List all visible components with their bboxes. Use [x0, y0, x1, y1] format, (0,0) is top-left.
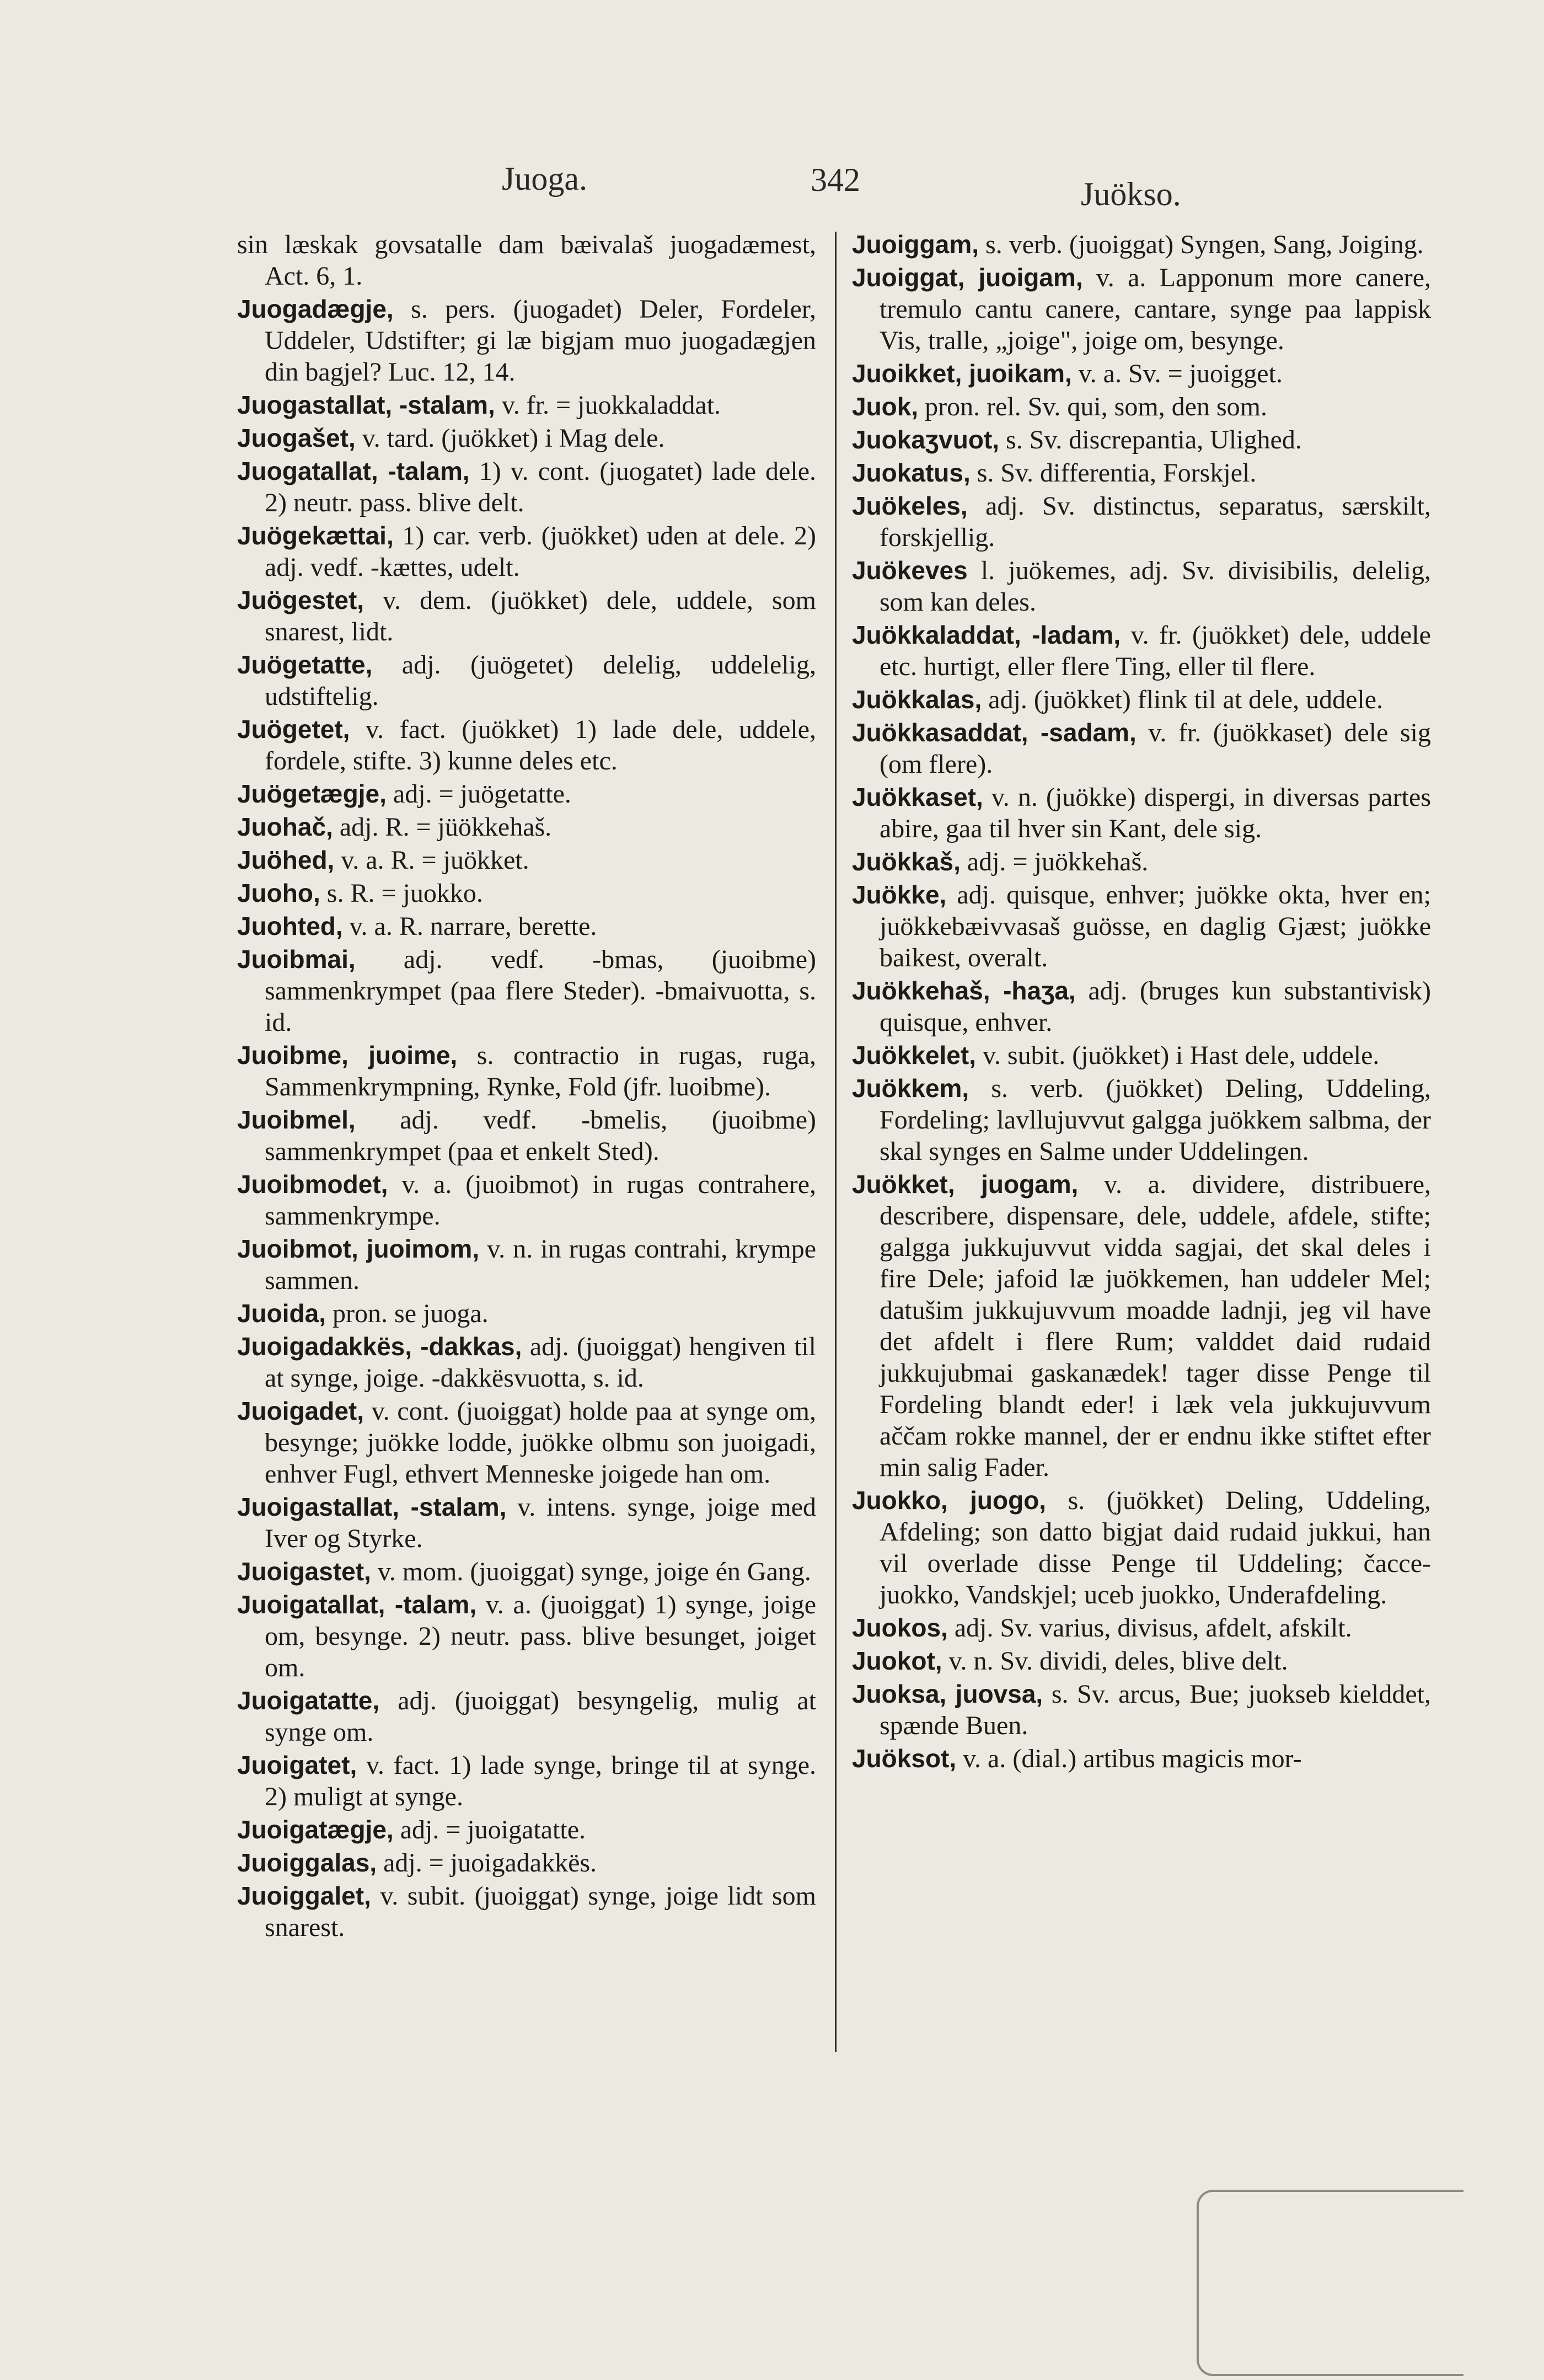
dictionary-entry: [237, 778, 816, 810]
entry-definition: s. Sv. differentia, Forskjel.: [970, 458, 1257, 488]
dictionary-entry: [237, 293, 816, 388]
entry-definition: adj. (juoiggat) besyngelig, mulig at synge om.: [265, 1686, 816, 1747]
dictionary-entry: [237, 844, 816, 876]
entry-definition: s. pers. (juogadet) Deler, Fordeler, Uddeler, Udstifter; gi læ bigjam muo juogadægjen din bagjel? Luc. 12, 14.: [265, 295, 816, 387]
dictionary-entry: [852, 229, 1431, 260]
headword: Juoiggat, juoigam,: [852, 263, 1083, 292]
entry-definition: pron. se juoga.: [326, 1299, 489, 1328]
dictionary-entry: [237, 1298, 816, 1329]
dictionary-entry: [852, 1169, 1431, 1483]
dictionary-entry: [237, 520, 816, 583]
entry-definition: s. contractio in rugas, ruga, Sammenkrympning, Rynke, Fold (jfr. luoibme).: [265, 1041, 816, 1101]
headword: Juoigadakkës, -dakkas,: [237, 1332, 522, 1361]
headword: Juoiggalet,: [237, 1881, 371, 1910]
headword: Juoibmel,: [237, 1105, 356, 1134]
dictionary-entry: [852, 490, 1431, 553]
dictionary-entry: [237, 1491, 816, 1554]
entry-definition: v. tard. (juökket) i Mag dele.: [355, 424, 665, 453]
dictionary-entry: [852, 782, 1431, 844]
entry-definition: s. Sv. discrepantia, Ulighed.: [999, 425, 1302, 454]
dictionary-entry: [237, 1169, 816, 1232]
headword: Juökke,: [852, 880, 947, 909]
entry-definition: v. dem. (juökket) dele, uddele, som snarest, lidt.: [265, 586, 816, 646]
entry-definition: adj. = juoigatatte.: [393, 1815, 586, 1844]
entry-definition: adj. = juökkehaš.: [960, 847, 1149, 876]
dictionary-entry: [852, 262, 1431, 356]
entry-definition: v. n. in rugas contrahi, krympe sammen.: [265, 1234, 817, 1295]
headword: Juohted,: [237, 912, 343, 940]
dictionary-entry: [852, 975, 1431, 1038]
entry-definition: v. a. R. = juökket.: [334, 846, 529, 875]
dictionary-entry: [237, 1589, 816, 1683]
dictionary-entry: [852, 424, 1431, 456]
headword: Juogastallat, -stalam,: [237, 391, 495, 419]
dictionary-entry: [852, 846, 1431, 878]
entry-definition: sin læskak govsatalle dam bæivalaš juogadæmest, Act. 6, 1.: [237, 230, 816, 291]
entry-definition: v. fact. (juökket) 1) lade dele, uddele, fordele, stifte. 3) kunne deles etc.: [265, 715, 816, 775]
headword: Juoigadet,: [237, 1397, 364, 1425]
entry-definition: v. a. R. narrare, berette.: [342, 912, 597, 941]
entry-definition: 1) car. verb. (juökket) uden at dele. 2) adj. vedf. -kættes, udelt.: [265, 521, 816, 582]
page-edge-bracket: [1197, 2190, 1463, 2376]
headword: Juoiggalas,: [237, 1848, 377, 1877]
dictionary-entry: [237, 1556, 816, 1587]
dictionary-entry: [237, 1685, 816, 1748]
headword: Juoigatet,: [237, 1751, 357, 1779]
dictionary-entry: [852, 1040, 1431, 1071]
running-head-left: Juoga.: [502, 161, 587, 197]
headword: Juögekættai,: [237, 521, 394, 550]
headword: Juökkasaddat, -sadam,: [852, 718, 1136, 747]
entry-definition: v. a. dividere, distribuere, describere, dispensare, dele, uddele, afdele, stifte; galgga jukkujuvvut vidda sagjai, det skal deles i fire Dele; jafoid læ juökkemen, han uddeler Mel; datušim jukkujuvvum moadde ladnji, jeg vil have det afdelt i flere Rum; valddet daid rudaid jukkujubmai gaskanædek! tager disse Penge til Fordeling blandt eder! i læk vela jukkujuvvum aččam rokke mannel, der er endnu ikke stiftet efter min salig Fader.: [880, 1170, 1432, 1482]
entry-definition: v. intens. synge, joige med Iver og Styrke.: [265, 1493, 816, 1553]
entry-definition: v. fact. 1) lade synge, bringe til at synge. 2) muligt at synge.: [265, 1751, 816, 1811]
headword: Juogatallat, -talam,: [237, 457, 470, 485]
entry-definition: adj. Sv. varius, divisus, afdelt, afskilt.: [947, 1613, 1352, 1643]
headword: Juoksa, juovsa,: [852, 1680, 1043, 1708]
running-head-right: Juökso.: [1081, 176, 1181, 212]
entry-definition: adj. Sv. distinctus, separatus, særskilt, forskjellig.: [880, 491, 1431, 552]
entry-definition: v. cont. (juoiggat) holde paa at synge om, besynge; juökke lodde, juökke olbmu son juoigadi, enhver Fugl, ethvert Menneske joigede han om.: [265, 1397, 816, 1489]
entry-definition: adj. quisque, enhver; juökke okta, hver en; juökkebæivvasaš guösse, en daglig Gjæst; juökke baikest, overalt.: [880, 880, 1431, 972]
dictionary-entry: [852, 358, 1431, 389]
headword: Juökkaladdat, -ladam,: [852, 621, 1121, 649]
dictionary-entry: [852, 391, 1431, 422]
headword: Juökkaset,: [852, 783, 983, 811]
headword: Juögestet,: [237, 586, 364, 614]
dictionary-entry: [237, 1880, 816, 1943]
headword: Juogašet,: [237, 424, 356, 452]
entry-definition: v. mom. (juoiggat) synge, joige én Gang.: [371, 1557, 811, 1586]
headword: Juoibmodet,: [237, 1170, 388, 1199]
dictionary-entry: [237, 422, 816, 454]
headword: Juohač,: [237, 812, 333, 841]
entry-definition: s. verb. (juoiggat) Syngen, Sang, Joiging.: [979, 230, 1424, 259]
headword: Juögetægje,: [237, 779, 387, 808]
dictionary-entry: [852, 1612, 1431, 1644]
headword: Juöksot,: [852, 1744, 957, 1773]
dictionary-entry: [852, 1678, 1431, 1741]
entry-definition: v. a. (juoibmot) in rugas contrahere, sammenkrympe.: [265, 1170, 816, 1231]
dictionary-entry: [237, 1814, 816, 1846]
dictionary-entry: [852, 684, 1431, 715]
dictionary-entry: [852, 717, 1431, 780]
right-column: [852, 229, 1431, 1776]
page-number: 342: [811, 162, 860, 198]
dictionary-entry: [237, 1233, 816, 1296]
entry-definition: v. a. Sv. = juoigget.: [1071, 359, 1283, 388]
entry-definition: adj. R. = jüökkehaš.: [333, 812, 552, 842]
headword: Juoibme, juoime,: [237, 1041, 458, 1069]
dictionary-entry: [852, 1073, 1431, 1167]
dictionary-entry: [852, 879, 1431, 974]
headword: Juoigatatte,: [237, 1686, 380, 1715]
headword: Juoibmot, juoimom,: [237, 1234, 480, 1263]
entry-definition: adj. vedf. -bmas, (juoibme) sammenkrympet (paa flere Steder). -bmaivuotta, s. id.: [265, 945, 816, 1037]
column-divider: [835, 232, 837, 2052]
entry-definition: v. a. (juoiggat) 1) synge, joige om, besynge. 2) neutr. pass. blive besunget, joiget om.: [265, 1590, 816, 1682]
entry-definition: v. fr. (juökkaset) dele sig (om flere).: [880, 718, 1432, 779]
headword: Juökkaš,: [852, 847, 961, 876]
entry-definition: adj. (bruges kun substantivisk) quisque, enhver.: [880, 976, 1432, 1037]
entry-definition: s. (juökket) Deling, Uddeling, Afdeling; son datto bigjat daid rudaid jukkui, han vil overlade disse Penge til Uddeling; čacce-juokko, Vandskjel; uceb juokko, Underafdeling.: [880, 1486, 1432, 1609]
headword: Juoikket, juoikam,: [852, 359, 1072, 388]
left-column: [237, 229, 816, 1945]
dictionary-entry: [237, 1104, 816, 1167]
headword: Juökkalas,: [852, 685, 982, 714]
entry-definition: v. fr. (juökket) dele, uddele etc. hurtigt, eller flere Ting, eller til flere.: [880, 621, 1431, 681]
entry-definition: adj. (juoiggat) hengiven til at synge, joige. -dakkësvuotta, s. id.: [265, 1332, 816, 1393]
headword: Juögetet,: [237, 715, 350, 744]
dictionary-entry: [237, 229, 816, 292]
headword: Juöhed,: [237, 846, 335, 874]
entry-definition: v. fr. = juokkaladdat.: [495, 391, 721, 420]
dictionary-entry: [237, 1750, 816, 1812]
entry-definition: s. Sv. arcus, Bue; juokseb kielddet, spænde Buen.: [880, 1680, 1431, 1740]
dictionary-entry: [852, 1743, 1431, 1774]
dictionary-entry: [237, 1847, 816, 1879]
headword: Juokaʒvuot,: [852, 425, 1000, 454]
dictionary-entry: [237, 585, 816, 648]
entry-definition: adj. vedf. -bmelis, (juoibme) sammenkrympet (paa et enkelt Sted).: [265, 1105, 816, 1166]
dictionary-entry: [852, 1645, 1431, 1677]
entry-definition: adj. = juoigadakkës.: [377, 1848, 597, 1878]
headword: Juoho,: [237, 879, 320, 907]
dictionary-entry: [237, 714, 816, 777]
headword: Juökkelet,: [852, 1041, 976, 1069]
entry-definition: v. subit. (juökket) i Hast dele, uddele.: [976, 1041, 1380, 1070]
headword: Juökket, juogam,: [852, 1170, 1079, 1199]
headword: Juokot,: [852, 1646, 942, 1675]
dictionary-entry: [237, 649, 816, 712]
headword: Juökkem,: [852, 1074, 969, 1103]
entry-definition: pron. rel. Sv. qui, som, den som.: [918, 392, 1268, 421]
headword: Juökeles,: [852, 491, 968, 520]
dictionary-entry: [237, 811, 816, 843]
entry-definition: v. subit. (juoiggat) synge, joige lidt som snarest.: [265, 1881, 816, 1942]
dictionary-entry: [237, 944, 816, 1038]
dictionary-entry: [237, 1331, 816, 1394]
dictionary-entry: [852, 457, 1431, 489]
headword: Juoigatægje,: [237, 1815, 394, 1844]
dictionary-entry: [852, 1485, 1431, 1611]
headword: Juoigastallat, -stalam,: [237, 1493, 507, 1521]
headword: Juoibmai,: [237, 945, 356, 974]
entry-definition: v. n. Sv. dividi, deles, blive delt.: [942, 1646, 1288, 1676]
headword: Juok,: [852, 392, 919, 421]
entry-definition: l. juökemes, adj. Sv. divisibilis, delelig, som kan deles.: [880, 556, 1431, 617]
headword: Juokatus,: [852, 458, 971, 487]
entry-definition: s. verb. (juökket) Deling, Uddeling, Fordeling; lavllujuvvut galgga juökkem salbma, der skal synges en Salme under Uddelingen.: [880, 1074, 1431, 1166]
dictionary-entry: [237, 456, 816, 518]
entry-definition: adj. (juögetet) delelig, uddelelig, udstiftelig.: [265, 650, 816, 711]
headword: Juökkehaš, -haʒa,: [852, 976, 1076, 1005]
dictionary-entry: [237, 389, 816, 421]
dictionary-entry: [237, 1395, 816, 1490]
dictionary-entry: [852, 555, 1431, 618]
headword: Juokos,: [852, 1613, 948, 1642]
dictionary-entry: [852, 619, 1431, 682]
dictionary-entry: [237, 1040, 816, 1103]
headword: Juökeves: [852, 556, 968, 585]
headword: Juoida,: [237, 1299, 326, 1328]
headword: Juokko, juogo,: [852, 1486, 1047, 1515]
entry-definition: v. a. (dial.) artibus magicis mor-: [956, 1744, 1302, 1773]
entry-definition: adj. = juögetatte.: [386, 779, 571, 809]
entry-definition: adj. (juökket) flink til at dele, uddele.: [982, 685, 1384, 714]
entry-definition: 1) v. cont. (juogatet) lade dele. 2) neutr. pass. blive delt.: [265, 457, 816, 517]
headword: Juoigastet,: [237, 1557, 371, 1586]
headword: Juoiggam,: [852, 230, 979, 259]
dictionary-entry: [237, 878, 816, 909]
headword: Juögetatte,: [237, 650, 373, 679]
entry-definition: s. R. = juokko.: [320, 879, 483, 908]
headword: Juoigatallat, -talam,: [237, 1590, 477, 1619]
headword: Juogadægje,: [237, 295, 394, 323]
entry-definition: v. a. Lapponum more canere, tremulo cantu canere, cantare, synge paa lappisk Vis, tralle, „joige", joige om, besynge.: [880, 263, 1431, 355]
dictionary-entry: [237, 911, 816, 942]
entry-definition: v. n. (juökke) dispergi, in diversas partes abire, gaa til hver sin Kant, dele sig.: [880, 783, 1431, 843]
